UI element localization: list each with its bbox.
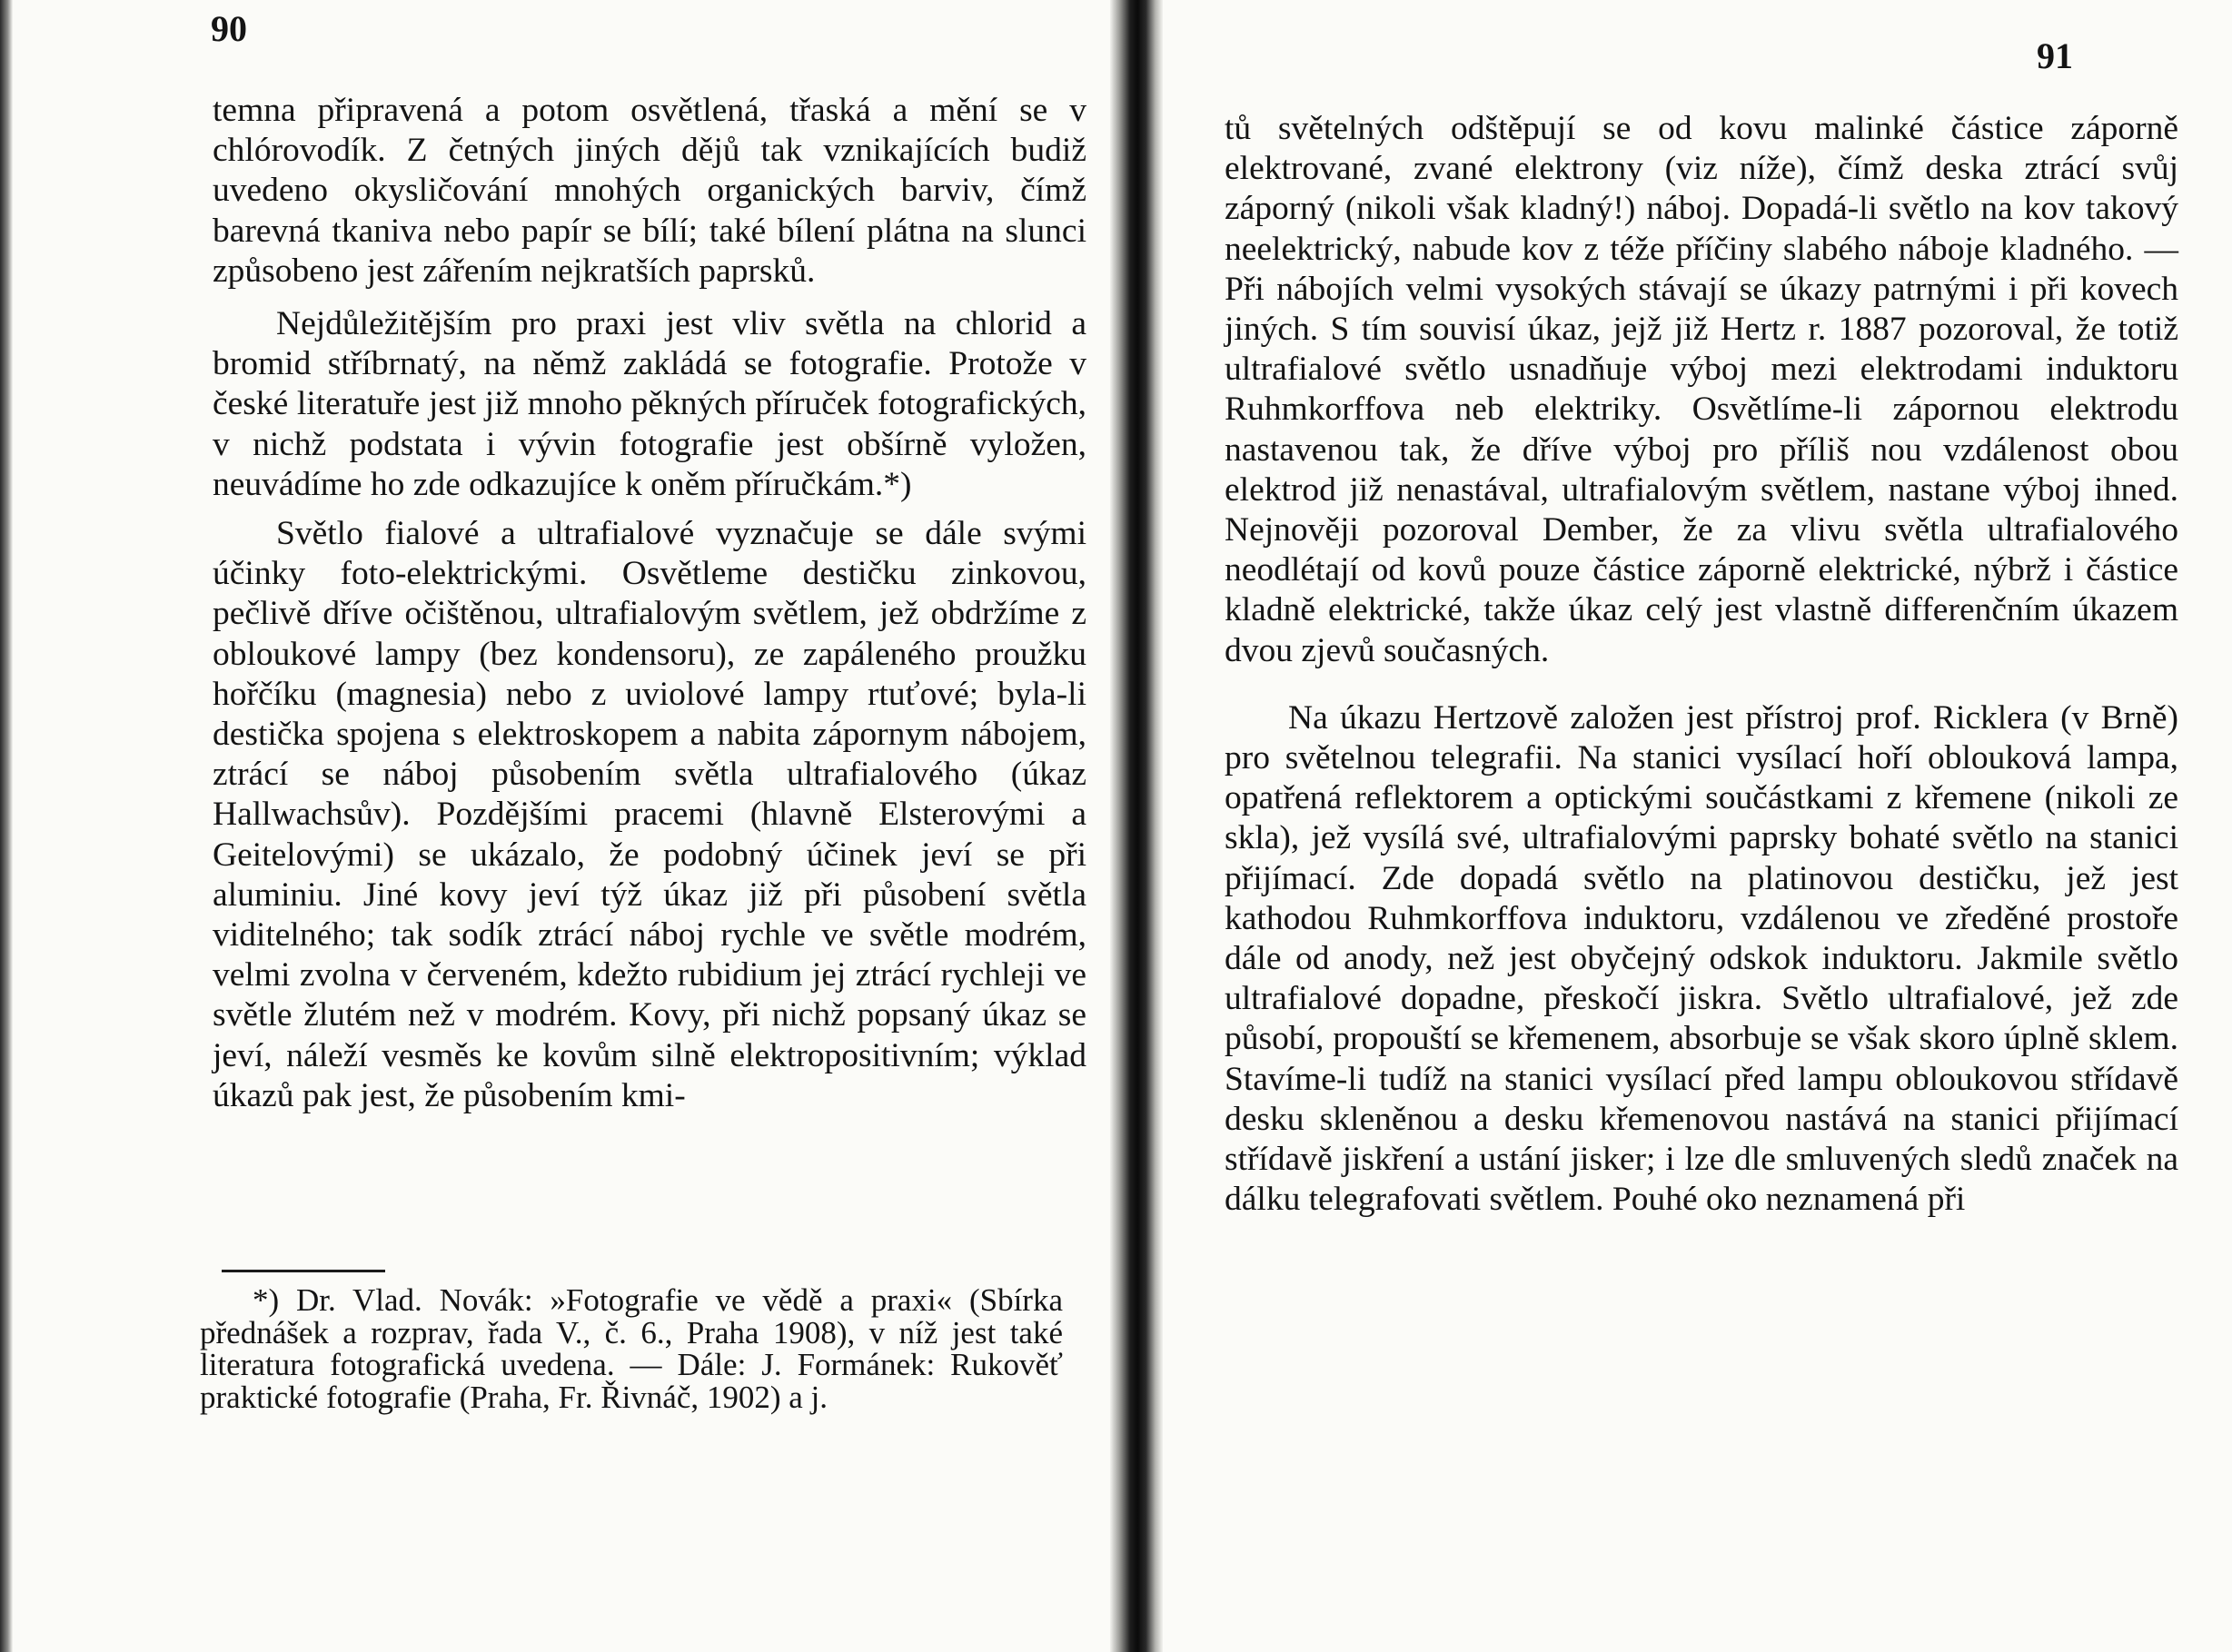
left-page xyxy=(13,0,1110,1652)
footnote-rule xyxy=(222,1270,385,1272)
scan-edge xyxy=(0,0,13,1652)
book-gutter xyxy=(1110,0,1163,1652)
footnote-text: *) Dr. Vlad. Novák: »Fotografie ve vědě a praxi« (Sbírka přednášek a rozprav, řada V., č. 6., Praha 1908), v níž jest také literatura fotografická uvedena. — Dále: J. Formánek: Rukověť praktické fotografie (Praha, Fr. Řivnáč, 1902) a j. xyxy=(200,1282,1063,1415)
right-page-body xyxy=(1225,109,2178,1220)
left-paragraph-2: Nejdůležitějším pro praxi jest vliv světla na chlorid a bromid stříbrnatý, na němž zakládá se fotografie. Protože v české literatuře jest již mnoho pěkných příruček fotografických, v nichž podstata i vývin fotografie jest obšírně vyložen, neuvádíme ho zde odkazujíce k oněm příručkám.*) xyxy=(213,305,1086,503)
page-number-right: 91 xyxy=(2037,35,2073,76)
right-paragraph-1: tů světelných odštěpují se od kovu malinké částice záporně elektrované, zvané elektrony (viz níže), čímž deska ztrácí svůj záporný (nikoli však kladný!) náboj. Dopadá-li světlo na kov takový neelektrický, nabude kov z téže příčiny slabého náboje kladného. — Při nábojích velmi vysokých stávají se úkazy patrnými i při kovech jiných. S tím souvisí úkaz, jejž již Hertz r. 1887 pozoroval, že totiž ultrafialové světlo usnadňuje výboj mezi elektrodami induktoru Ruhmkorffova neb elektriky. Osvětlíme-li zápornou elektrodu nastavenou tak, že dříve výboj pro příliš nou vzdálenost obou elektrod již nenastával, ultrafialovým světlem, nastane výboj ihned. Nejnověji pozoroval Dember, že za vlivu světla ultrafialového neodlétají od kovů pouze částice záporně elektrické, nýbrž i částice kladně elektrické, takže úkaz celý jest vlastně differenčním úkazem dvou zjevů současných. xyxy=(1225,110,2178,669)
right-paragraph-2: Na úkazu Hertzově založen jest přístroj prof. Ricklera (v Brně) pro světelnou telegrafii. Na stanici vysílací hoří oblouková lampa, opatřená reflektorem a optickými součástkami z křemene (nikoli ze skla), jež vysílá své, ultrafialovými paprsky bohaté světlo na stanici přijímací. Zde dopadá světlo na platinovou destičku, jež jest kathodou Ruhmkorffova induktoru, vzdálenou ve zředěné prostoře dále od anody, než jest obyčejný odskok induktoru. Jakmile světlo ultrafialové dopadne, přeskočí jiskra. Světlo ultrafialové, jež zde působí, propouští se křemenem, absorbuje se však skoro úplně sklem. Stavíme-li tudíž na stanici vysílací před lampu obloukovou střídavě desku skleněnou a desku křemenovou nastává na stanici přijímací střídavě jiskření a ustání jisker; i lze dle smluvených sledů značek na dálku telegrafovati světlem. Pouhé oko neznamená při xyxy=(1225,698,2178,1219)
left-paragraph-3: Světlo fialové a ultrafialové vyznačuje se dále svými účinky foto-elektrickými. Osvětleme destičku zinkovou, pečlivě dříve očištěnou, ultrafialovým světlem, jež obdržíme z obloukové lampy (bez kondensoru), ze zapáleného proužku hořčíku (magnesia) nebo z uviolové lampy rtuťové; byla-li destička spojena s elektroskopem a nabita zápornym nábojem, ztrácí se náboj působením světla ultrafialového (úkaz Hallwachsův). Pozdějšími pracemi (hlavně Elsterovými a Geitelovými) se ukázalo, že podobný účinek jeví se při aluminiu. Jiné kovy jeví týž úkaz již při působení světla viditelného; tak sodík ztrácí náboj rychle ve světle modrém, velmi zvolna v červeném, kdežto rubidium jej ztrácí rychleji ve světle žlutém než v modrém. Kovy, při nichž popsaný úkaz se jeví, náleží vesměs ke kovům silně elektropositivním; výklad úkazů pak jest, že působením kmi- xyxy=(213,515,1086,1114)
page-number-left: 90 xyxy=(211,8,247,49)
footnote xyxy=(200,1284,1063,1413)
left-page-body xyxy=(213,91,1086,1116)
right-page xyxy=(1163,0,2232,1652)
left-paragraph-1: temna připravená a potom osvětlená, třaská a mění se v chlórovodík. Z četných jiných dějů tak vznikajících budiž uvedeno okysličování mnohých organických barviv, čímž barevná tkaniva nebo papír se bílí; také bílení plátna na slunci způsobeno jest zářením nejkratších paprsků. xyxy=(213,92,1086,290)
